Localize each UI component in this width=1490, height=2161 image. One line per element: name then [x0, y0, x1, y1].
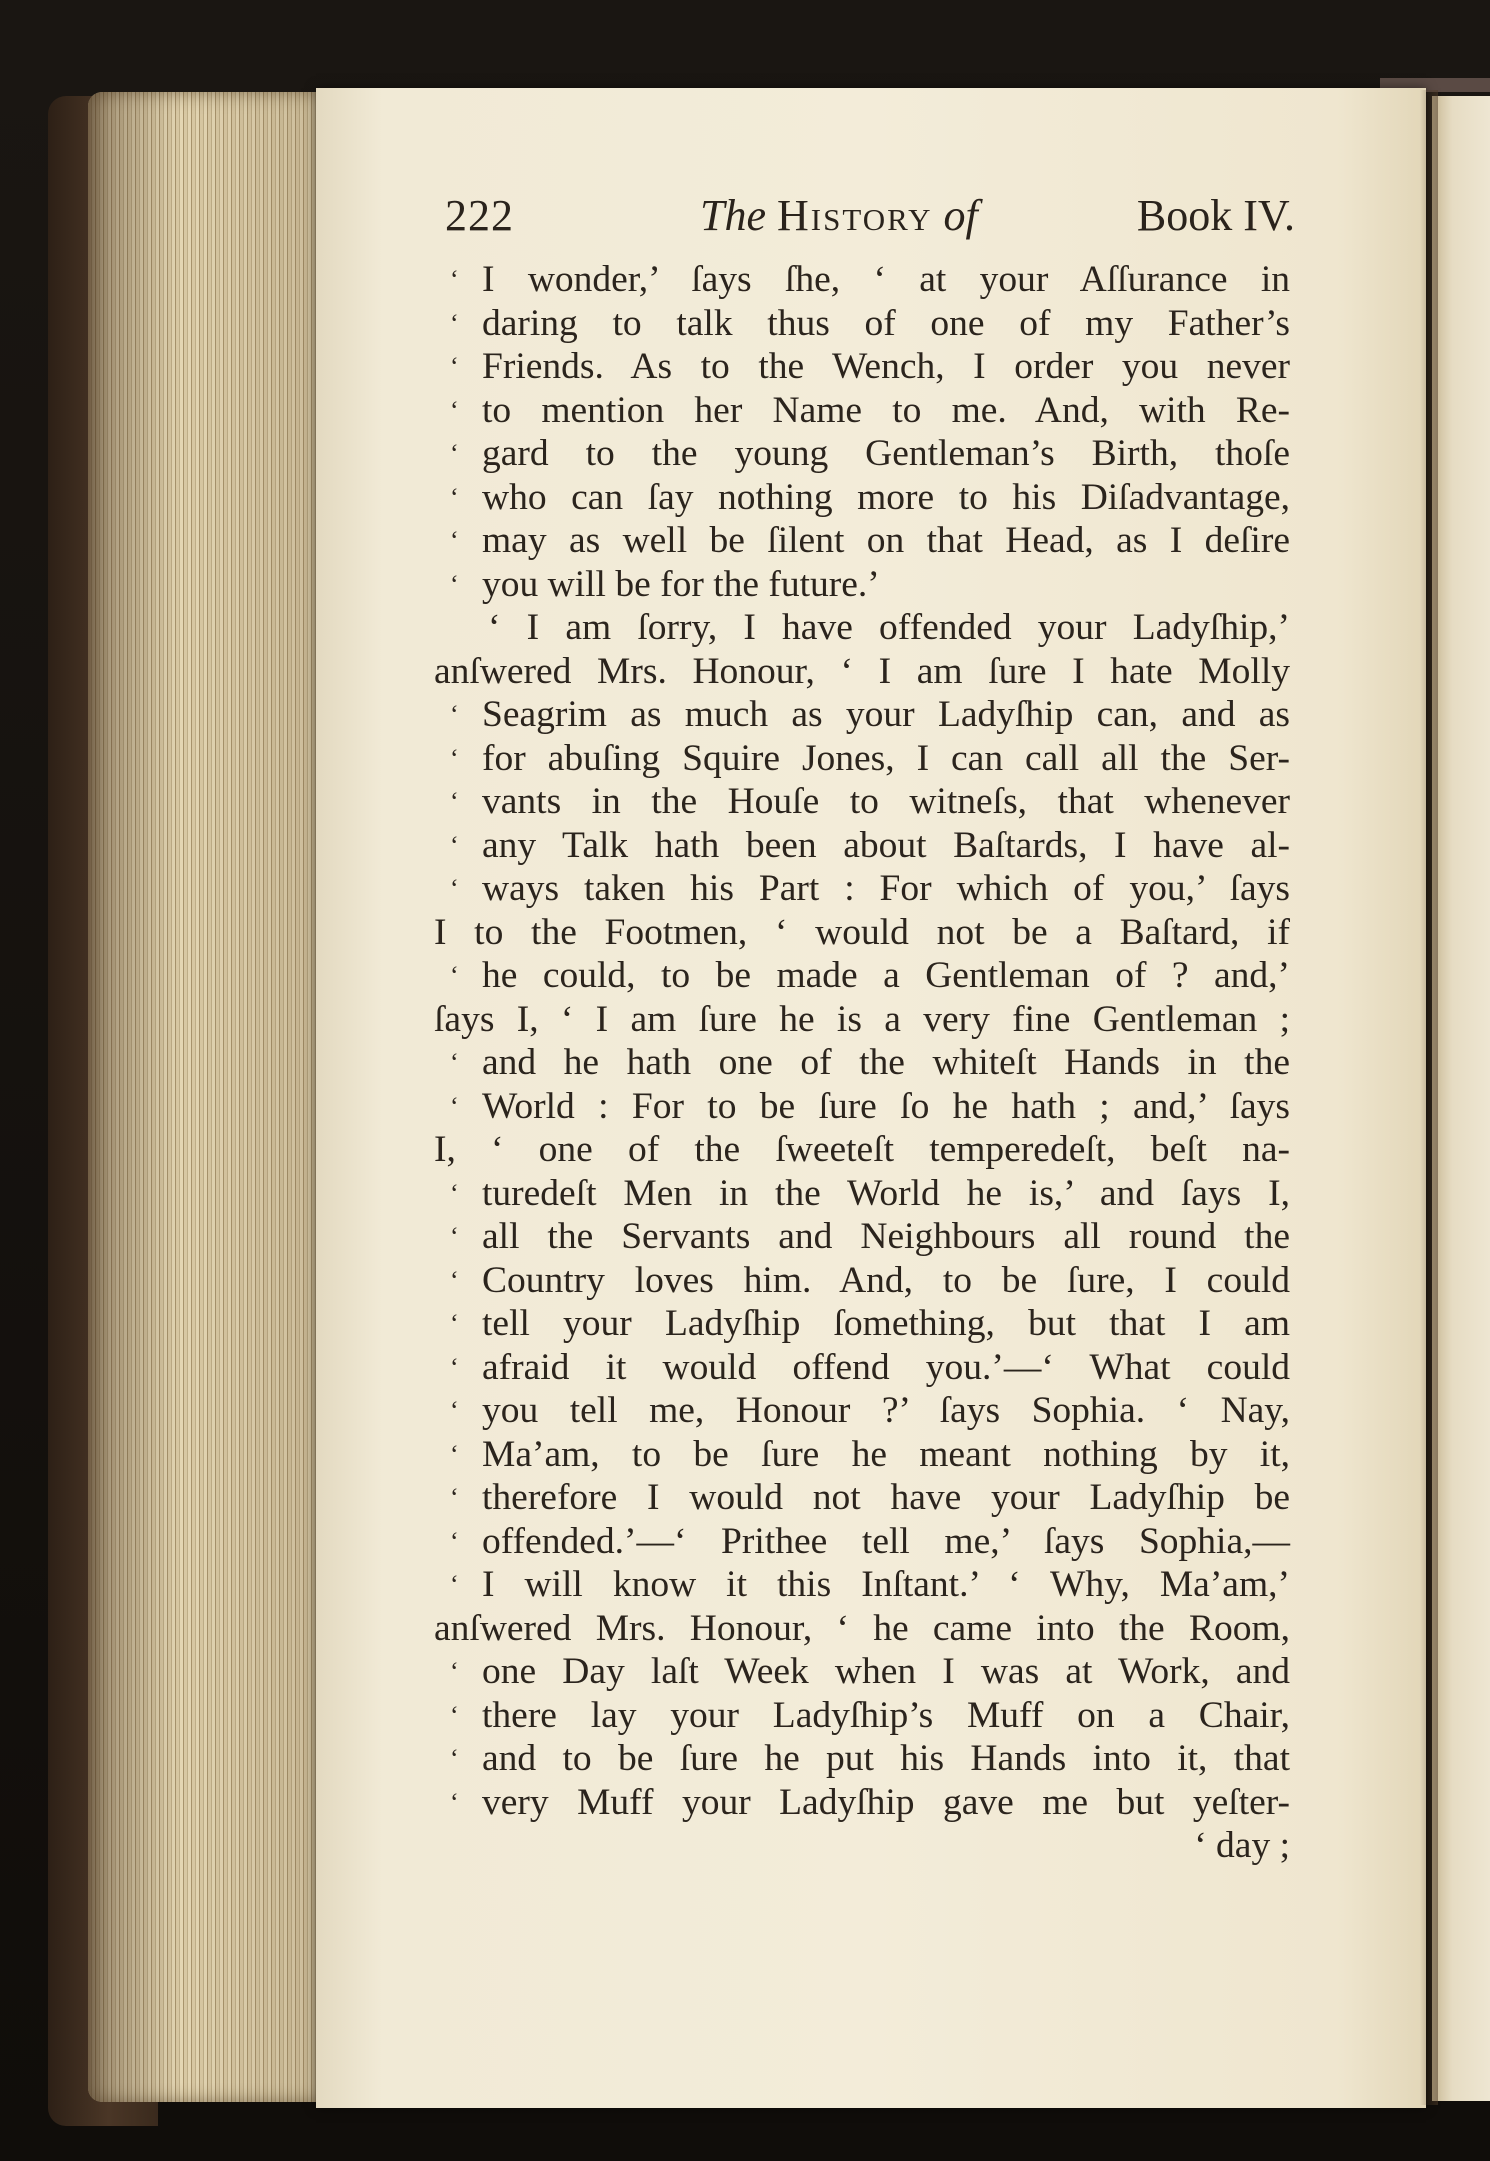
- line-text: daring to talk thus of one of my Father’s: [482, 302, 1290, 344]
- margin-quote-mark: ‘: [450, 526, 459, 555]
- text-line: [420, 1346, 1290, 1390]
- margin-quote-mark: ‘: [450, 787, 459, 816]
- text-line: [420, 954, 1290, 998]
- line-text: afraid it would offend you.’—‘ What could: [482, 1346, 1290, 1388]
- margin-quote-mark: ‘: [450, 1396, 459, 1425]
- margin-quote-mark: ‘: [450, 439, 459, 468]
- text-line: [420, 1128, 1290, 1172]
- margin-quote-mark: ‘: [450, 265, 459, 294]
- catchword-line: [420, 1824, 1290, 1868]
- running-title: [700, 190, 978, 241]
- running-title-of: of: [943, 191, 978, 240]
- text-line: [420, 606, 1290, 650]
- line-text: and to be ſure he put his Hands into it, that: [482, 1738, 1290, 1779]
- margin-quote-mark: ‘: [450, 700, 459, 729]
- text-line: [420, 1041, 1290, 1085]
- line-text: all the Servants and Neighbours all round the: [482, 1216, 1290, 1257]
- page-number: 222: [445, 191, 514, 240]
- line-text: vants in the Houſe to witneſs, that whenever: [482, 781, 1290, 822]
- book-number: Book IV.: [1136, 191, 1295, 240]
- page-edges-shadow: [88, 92, 320, 2102]
- text-line: [420, 432, 1290, 476]
- text-line: [420, 1737, 1290, 1781]
- text-line: [420, 563, 1290, 607]
- text-line: [420, 1520, 1290, 1564]
- text-line: [420, 737, 1290, 781]
- text-line: [420, 1563, 1290, 1607]
- line-text: I, ‘ one of the ſweeteſt temperedeſt, beſt na-: [434, 1129, 1290, 1170]
- margin-quote-mark: ‘: [450, 1439, 459, 1469]
- text-line: [420, 824, 1290, 868]
- margin-quote-mark: ‘: [450, 395, 459, 425]
- margin-quote-mark: ‘: [450, 1352, 459, 1382]
- line-text: anſwered Mrs. Honour, ‘ he came into the Room,: [434, 1607, 1290, 1649]
- line-text: gard to the young Gentleman’s Birth, thoſe: [482, 433, 1290, 474]
- facing-page: [1432, 96, 1490, 2101]
- margin-quote-mark: ‘: [450, 1570, 459, 1599]
- line-text: and he hath one of the whiteſt Hands in the: [482, 1042, 1290, 1083]
- running-title-history: History: [777, 191, 933, 240]
- text-line: [420, 998, 1290, 1042]
- line-text: Country loves him. And, to be ſure, I could: [482, 1259, 1290, 1301]
- line-text: offended.’—‘ Prithee tell me,’ ſays Sophia,—: [482, 1520, 1290, 1562]
- margin-quote-mark: ‘: [450, 1265, 459, 1295]
- line-text: tell your Ladyſhip ſomething, but that I am: [482, 1303, 1290, 1344]
- text-line: [420, 1259, 1290, 1303]
- text-line: [420, 650, 1290, 694]
- margin-quote-mark: ‘: [450, 1222, 459, 1251]
- text-line: [420, 345, 1290, 389]
- text-line: [420, 519, 1290, 563]
- line-text: ſays I, ‘ I am ſure he is a very fine Gentleman ;: [434, 998, 1290, 1040]
- margin-quote-mark: ‘: [450, 830, 459, 860]
- text-line: [420, 911, 1290, 955]
- margin-quote-mark: ‘: [450, 961, 459, 990]
- margin-quote-mark: ‘: [450, 743, 459, 773]
- line-text: I will know it this Inſtant.’ ‘ Why, Ma’am,’: [482, 1564, 1290, 1605]
- margin-quote-mark: ‘: [450, 1657, 459, 1686]
- line-text: you will be for the future.’: [482, 563, 880, 605]
- line-text: there lay your Ladyſhip’s Muff on a Chair,: [482, 1694, 1290, 1736]
- line-text: for abuſing Squire Jones, I can call all the Ser-: [482, 737, 1290, 779]
- running-head: [445, 190, 1295, 250]
- text-line: [420, 1650, 1290, 1694]
- text-line: [420, 1085, 1290, 1129]
- text-line: [420, 389, 1290, 433]
- margin-quote-mark: ‘: [450, 1309, 459, 1338]
- margin-quote-mark: ‘: [450, 1048, 459, 1077]
- margin-quote-mark: ‘: [450, 1178, 459, 1208]
- margin-quote-mark: ‘: [450, 1526, 459, 1556]
- line-text: turedeſt Men in the World he is,’ and ſays I,: [482, 1172, 1290, 1214]
- line-text: Seagrim as much as your Ladyſhip can, and as: [482, 694, 1290, 735]
- line-text: he could, to be made a Gentleman of ? and,’: [482, 955, 1290, 996]
- text-line: [420, 1302, 1290, 1346]
- line-text: very Muff your Ladyſhip gave me but yeſter-: [482, 1781, 1290, 1823]
- text-line: [420, 693, 1290, 737]
- line-text: any Talk hath been about Baſtards, I have al-: [482, 824, 1290, 866]
- margin-quote-mark: ‘: [450, 874, 459, 903]
- line-text: Friends. As to the Wench, I order you never: [482, 346, 1290, 387]
- running-title-the: The: [700, 191, 766, 240]
- margin-quote-mark: ‘: [450, 1787, 459, 1817]
- text-line: [420, 1215, 1290, 1259]
- margin-quote-mark: ‘: [450, 352, 459, 381]
- line-text: therefore I would not have your Ladyſhip be: [482, 1477, 1290, 1518]
- line-text: who can ſay nothing more to his Diſadvantage,: [482, 476, 1290, 518]
- line-text: I to the Footmen, ‘ would not be a Baſtard, if: [434, 911, 1290, 953]
- page-gutter: [1420, 90, 1438, 2105]
- margin-quote-mark: ‘: [450, 1091, 459, 1121]
- text-line: [420, 1433, 1290, 1477]
- line-text: anſwered Mrs. Honour, ‘ I am ſure I hate Molly: [434, 650, 1290, 692]
- text-line: [420, 302, 1290, 346]
- margin-quote-mark: ‘: [450, 482, 459, 512]
- text-line: [420, 867, 1290, 911]
- text-line: [420, 1694, 1290, 1738]
- line-text: one Day laſt Week when I was at Work, and: [482, 1651, 1290, 1692]
- line-text: you tell me, Honour ?’ ſays Sophia. ‘ Nay,: [482, 1390, 1290, 1431]
- text-line: [420, 1781, 1290, 1825]
- page-text: [420, 258, 1290, 1868]
- line-text: Ma’am, to be ſure he meant nothing by it,: [482, 1433, 1290, 1475]
- text-line: [420, 1389, 1290, 1433]
- text-line: [420, 1476, 1290, 1520]
- margin-quote-mark: ‘: [450, 308, 459, 338]
- margin-quote-mark: ‘: [450, 569, 459, 599]
- margin-quote-mark: ‘: [450, 1483, 459, 1512]
- line-text: may as well be ſilent on that Head, as I deſire: [482, 520, 1290, 561]
- text-line: [420, 476, 1290, 520]
- line-text: World : For to be ſure ſo he hath ; and,’ ſays: [482, 1085, 1290, 1127]
- text-line: [420, 1607, 1290, 1651]
- line-text: ‘ I am ſorry, I have offended your Ladyſhip,’: [488, 607, 1290, 648]
- margin-quote-mark: ‘: [450, 1744, 459, 1773]
- line-text: ways taken his Part : For which of you,’ ſays: [482, 868, 1290, 909]
- line-text: I wonder,’ ſays ſhe, ‘ at your Aſſurance in: [482, 259, 1290, 300]
- catchword: ‘ day ;: [1194, 1825, 1290, 1866]
- margin-quote-mark: ‘: [450, 1700, 459, 1730]
- text-line: [420, 780, 1290, 824]
- text-line: [420, 1172, 1290, 1216]
- line-text: to mention her Name to me. And, with Re-: [482, 389, 1290, 431]
- text-line: [420, 258, 1290, 302]
